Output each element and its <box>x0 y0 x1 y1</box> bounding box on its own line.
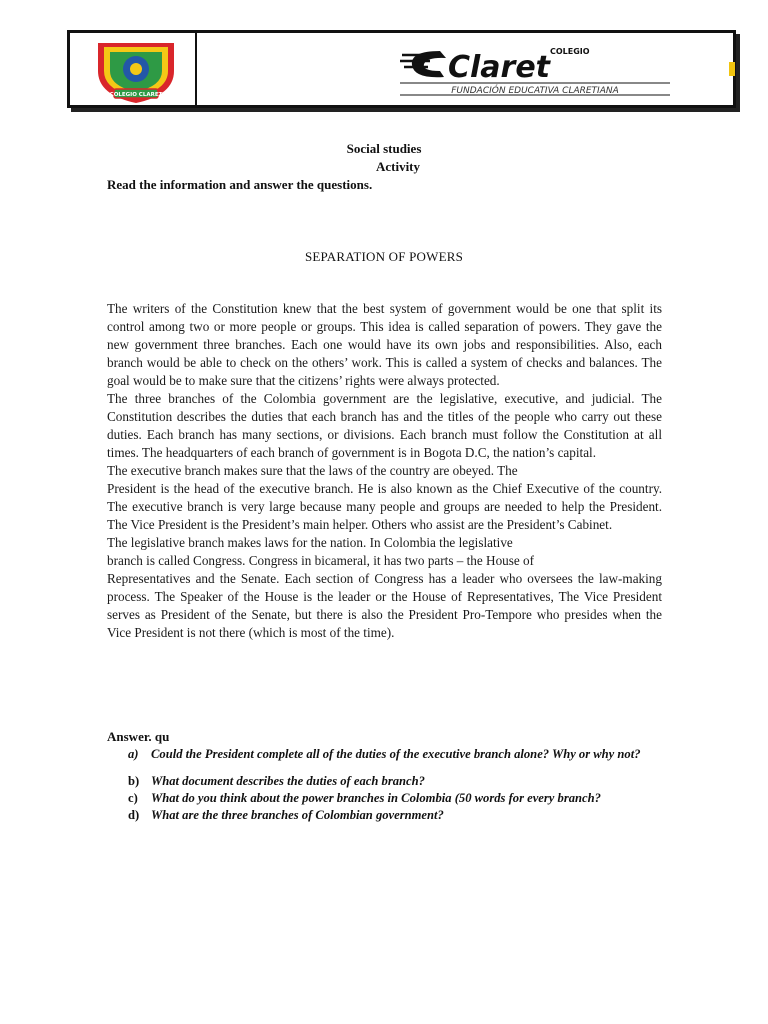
question-text: What do you think about the power branches in Colombia (50 words for every branch? <box>151 791 601 805</box>
paragraph: The writers of the Constitution knew that the best system of government would be one that split its control among two or more people or groups. This idea is called separation of powers. They gave the new government three branches. Each one would have its own jobs and responsibilities. Also, each branch would be able to check on the others’ work. This is called a system of checks and balances. The goal would be to make sure that the citizens’ rights were always protected. <box>107 301 662 388</box>
paragraph: President is the head of the executive branch. He is also known as the Chief Executive of the country. The executive branch is very large because many people and groups are needed to help the President. The Vice President is the President’s main helper. Others who assist are the President’s Cabinet. <box>107 481 662 532</box>
seal-banner-text: COLEGIO CLARET <box>109 92 163 98</box>
question-item <box>107 790 667 807</box>
edge-mark <box>729 62 735 76</box>
question-letter: d) <box>128 808 140 822</box>
question-text: What are the three branches of Colombian government? <box>151 808 444 822</box>
school-header-banner <box>67 30 736 108</box>
reading-passage <box>107 300 662 642</box>
question-text: Could the President complete all of the duties of the executive branch alone? Why or why not? <box>151 747 641 761</box>
school-seal-icon <box>90 37 182 105</box>
paragraph: The legislative branch makes laws for the nation. In Colombia the legislative <box>107 535 513 550</box>
paragraph: The three branches of the Colombia government are the legislative, executive, and judicial. The Constitution describes the duties that each branch has and the titles of the people who carry out these duties. Each branch has many sections, or divisions. Each branch must follow the Constitution at all times. The headquarters of each branch of government is in Bogota D.C, the nation’s capital. <box>107 391 662 460</box>
brand-top-text: COLEGIO <box>550 47 590 56</box>
question-text: What document describes the duties of each branch? <box>151 774 425 788</box>
instruction-text: Read the information and answer the questions. <box>107 177 373 192</box>
foundation-text: FUNDACIÓN EDUCATIVA CLARETIANA <box>451 86 619 96</box>
paragraph: Representatives and the Senate. Each section of Congress has a leader who oversees the law-making process. The Speaker of the House is the leader or the House of Representatives, The Vice President serves as President of the Senate, but there is also the President Pro-Tempore who presides when the Vice President is not there (which is most of the time). <box>107 571 662 640</box>
answer-label: Answer. qu <box>107 729 170 744</box>
question-letter: c) <box>128 791 138 805</box>
question-item <box>107 807 667 824</box>
section-heading: SEPARATION OF POWERS <box>304 249 464 264</box>
question-item <box>107 746 667 763</box>
paragraph: The executive branch makes sure that the laws of the country are obeyed. The <box>107 463 518 478</box>
paragraph: branch is called Congress. Congress in bicameral, it has two parts – the House of <box>107 553 535 568</box>
subject-title: Social studies <box>346 141 422 156</box>
question-item <box>107 773 667 790</box>
claret-logo <box>400 45 670 97</box>
header-divider <box>195 33 197 105</box>
question-letter: b) <box>128 774 140 788</box>
activity-title: Activity <box>375 159 421 174</box>
question-list <box>107 746 667 824</box>
brand-name-text: Claret <box>448 50 551 85</box>
question-letter: a) <box>128 747 139 761</box>
